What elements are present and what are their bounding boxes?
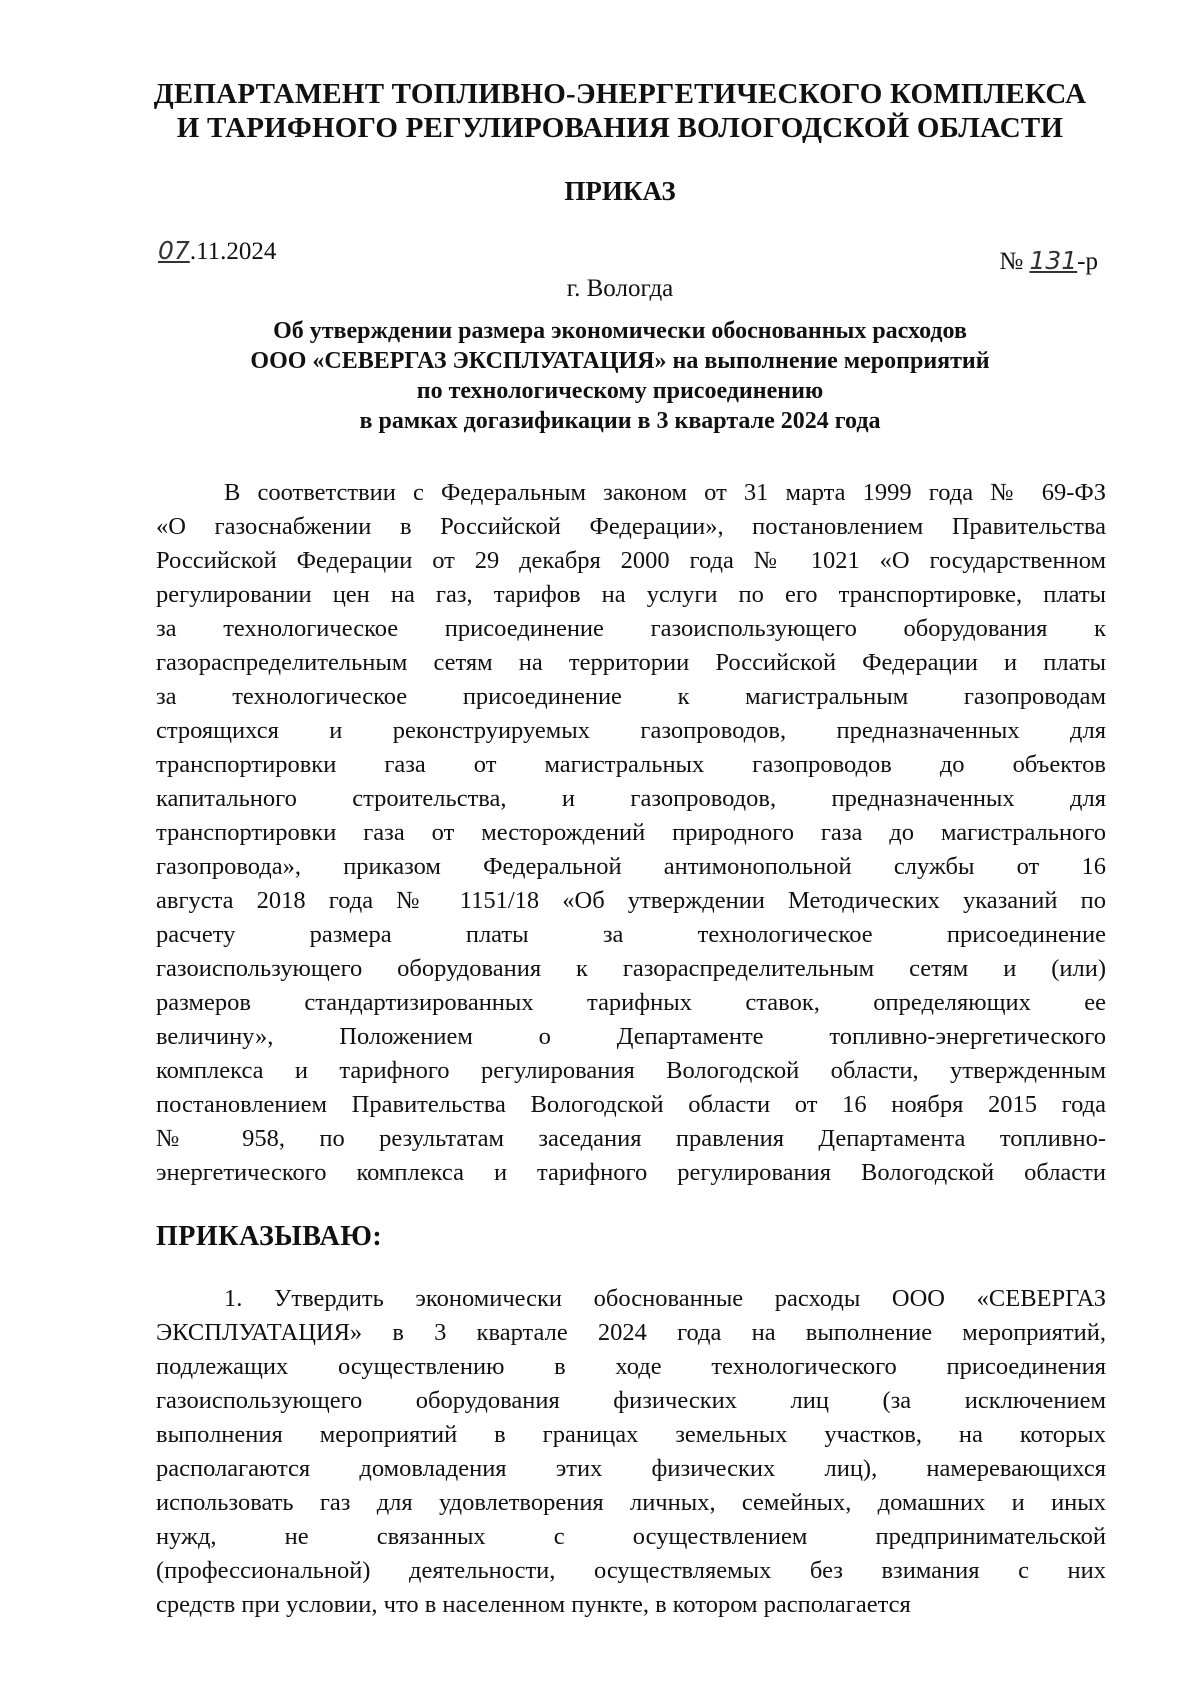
preamble-line: за технологическое присоединение газоиспользующего оборудования к bbox=[156, 615, 1106, 642]
clause-1-line: газоиспользующего оборудования физических лиц (за исключением bbox=[156, 1387, 1106, 1414]
clause-1-line: средств при условии, что в населенном пункте, в котором располагается bbox=[156, 1591, 911, 1618]
clause-1-line: выполнения мероприятий в границах земельных участков, на которых bbox=[156, 1421, 1106, 1448]
preamble-line: комплекса и тарифного регулирования Вологодской области, утвержденным bbox=[156, 1057, 1106, 1084]
order-word: ПРИКАЗЫВАЮ: bbox=[156, 1221, 383, 1252]
preamble-line: газоиспользующего оборудования к газораспределительным сетям и (или) bbox=[156, 955, 1106, 982]
title-line: в рамках догазификации в 3 квартале 2024 года bbox=[359, 408, 881, 434]
order-date bbox=[158, 236, 276, 267]
order-number bbox=[999, 246, 1098, 277]
preamble-line: августа 2018 года № 1151/18 «Об утверждении Методических указаний по bbox=[156, 887, 1106, 914]
order-date-printed: .11.2024 bbox=[189, 238, 277, 265]
preamble-line: энергетического комплекса и тарифного регулирования Вологодской области bbox=[156, 1159, 1106, 1186]
preamble-line: за технологическое присоединение к магистральным газопроводам bbox=[156, 683, 1106, 710]
clause-1-line: ЭКСПЛУАТАЦИЯ» в 3 квартале 2024 года на выполнение мероприятий, bbox=[156, 1319, 1106, 1346]
preamble-line: размеров стандартизированных тарифных ставок, определяющих ее bbox=[156, 989, 1106, 1016]
preamble-line: «О газоснабжении в Российской Федерации», постановлением Правительства bbox=[156, 513, 1106, 540]
preamble-line: В соответствии с Федеральным законом от 31 марта 1999 года № 69-ФЗ bbox=[224, 479, 1106, 506]
preamble-line: строящихся и реконструируемых газопроводов, предназначенных для bbox=[156, 717, 1106, 744]
order-number-prefix: № bbox=[999, 248, 1030, 275]
preamble-line: регулировании цен на газ, тарифов на услуги по его транспортировке, платы bbox=[156, 581, 1106, 608]
title-line: Об утверждении размера экономически обоснованных расходов bbox=[273, 318, 967, 344]
clause-1-line: располагаются домовладения этих физических лиц), намеревающихся bbox=[156, 1455, 1106, 1482]
preamble-line: транспортировки газа от магистральных газопроводов до объектов bbox=[156, 751, 1106, 778]
city: г. Вологда bbox=[566, 275, 674, 302]
order-date-handwritten-day: 07 bbox=[158, 236, 190, 265]
preamble-line: величину», Положением о Департаменте топливно-энергетического bbox=[156, 1023, 1106, 1050]
clause-1-line: (профессиональной) деятельности, осуществляемых без взимания с них bbox=[156, 1557, 1106, 1584]
preamble-line: капитального строительства, и газопроводов, предназначенных для bbox=[156, 785, 1106, 812]
preamble-line: газораспределительным сетям на территории Российской Федерации и платы bbox=[156, 649, 1106, 676]
title-line: по технологическому присоединению bbox=[416, 378, 824, 404]
clause-1-line: 1. Утвердить экономически обоснованные расходы ООО «СЕВЕРГАЗ bbox=[224, 1285, 1106, 1312]
preamble-line: Российской Федерации от 29 декабря 2000 года № 1021 «О государственном bbox=[156, 547, 1106, 574]
preamble-line: постановлением Правительства Вологодской области от 16 ноября 2015 года bbox=[156, 1091, 1106, 1118]
department-name-line-1: ДЕПАРТАМЕНТ ТОПЛИВНО-ЭНЕРГЕТИЧЕСКОГО КОМПЛЕКСА bbox=[153, 78, 1087, 110]
document-type: ПРИКАЗ bbox=[564, 176, 676, 206]
preamble-line: расчету размера платы за технологическое присоединение bbox=[156, 921, 1106, 948]
order-number-suffix: -р bbox=[1077, 248, 1098, 275]
preamble-line: № 958, по результатам заседания правления Департамента топливно- bbox=[156, 1125, 1106, 1152]
department-name-line-2: И ТАРИФНОГО РЕГУЛИРОВАНИЯ ВОЛОГОДСКОЙ ОБЛАСТИ bbox=[176, 112, 1064, 144]
clause-1-line: нужд, не связанных с осуществлением предпринимательской bbox=[156, 1523, 1106, 1550]
title-line: ООО «СЕВЕРГАЗ ЭКСПЛУАТАЦИЯ» на выполнение мероприятий bbox=[250, 348, 990, 374]
preamble-line: транспортировки газа от месторождений природного газа до магистрального bbox=[156, 819, 1106, 846]
clause-1-line: подлежащих осуществлению в ходе технологического присоединения bbox=[156, 1353, 1106, 1380]
clause-1-line: использовать газ для удовлетворения личных, семейных, домашних и иных bbox=[156, 1489, 1106, 1516]
order-number-handwritten: 131 bbox=[1029, 246, 1078, 275]
preamble-line: газопровода», приказом Федеральной антимонопольной службы от 16 bbox=[156, 853, 1106, 880]
